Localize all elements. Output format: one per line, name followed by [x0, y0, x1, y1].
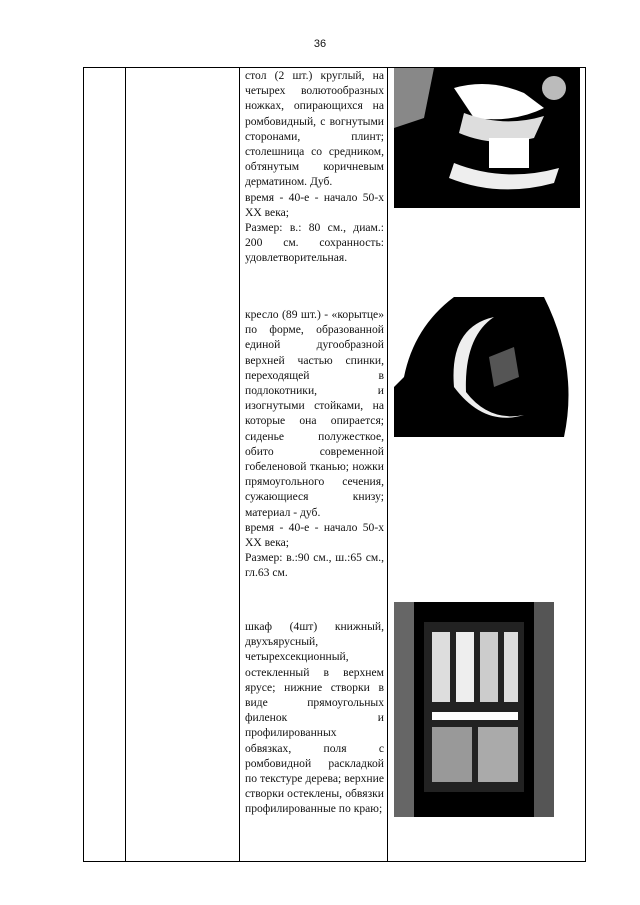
column-divider [239, 68, 240, 861]
item-description-table [245, 68, 384, 266]
inventory-table [83, 67, 586, 862]
column-divider [125, 68, 126, 861]
item-description-armchair [245, 307, 384, 581]
item-paragraph: кресло (89 шт.) - «корытце» по форме, образованной единой дугообразной верхней частью спинки, переходящей в подлокотники, и изогнутыми стойками, на которые она опирается; сиденье полужесткое, обито современной гобеленовой тканью; ножки прямоугольного сечения, сужающиеся книзу; материал - дуб. [245, 308, 384, 519]
item-paragraph: время - 40-е - начало 50-х XX века; [245, 190, 384, 219]
page-number: 36 [313, 38, 327, 50]
item-paragraph: время - 40-е - начало 50-х XX века; [245, 520, 384, 550]
item-description-bookcase [245, 619, 384, 817]
item-paragraph: стол (2 шт.) круглый, на четырех волютообразных ножках, опирающихся на ромбовидный, с вогнутыми сторонами, плинт; столешница со средником, обтянутым коричневым дерматином. Дуб. [245, 69, 384, 189]
column-divider [387, 68, 388, 861]
item-paragraph: шкаф (4шт) книжный, двухъярусный, четырехсекционный, остекленный в верхнем ярусе; нижние створки в виде прямоугольных филенок и профилированных обвязках, поля с ромбовидной раскладкой по текстуре дерева; верхние створки остеклены, обвязки профилированные по краю; [245, 620, 384, 816]
armchair-photo [394, 297, 580, 437]
item-paragraph: Размер: в.:90 см., ш.:65 см., гл.63 см. [245, 551, 384, 580]
bookcase-photo [394, 602, 554, 817]
table-photo [394, 68, 580, 208]
item-paragraph: Размер: в.: 80 см., диам.: 200 см. сохранность: удовлетворительная. [245, 221, 384, 265]
